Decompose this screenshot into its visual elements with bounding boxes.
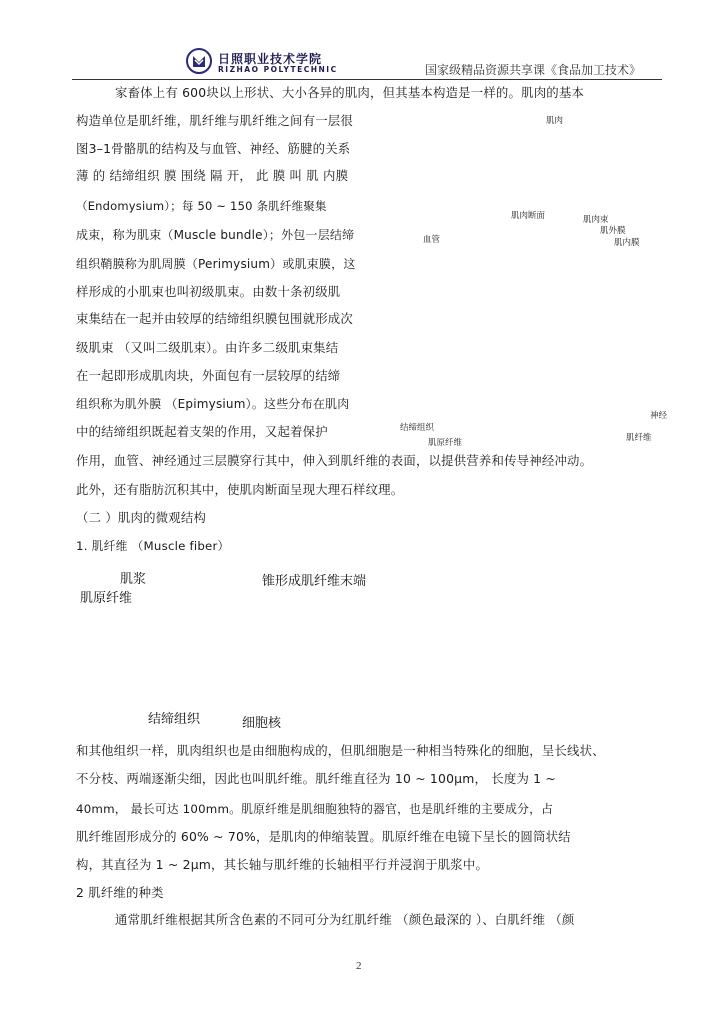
label-perimysium: 肌外膜 — [600, 226, 626, 236]
p1-line-12: 组织称为肌外膜 （Epimysium）。这些分布在肌肉 — [76, 397, 350, 411]
p2-line-4: 肌纤维固形成分的 60% ~ 70%，是肌肉的伸缩装置。肌原纤维在电镜下呈长的圆筒状结 — [76, 829, 571, 844]
p1-line-13: 中的结缔组织既起着支架的作用，又起着保护 — [76, 424, 328, 439]
p2-line-5: 构，其直径为 1 ~ 2μm，其长轴与肌纤维的长轴相平行并浸润于肌浆中。 — [76, 857, 489, 872]
p1-line-3: 图3–1骨骼肌的结构及与血管、神经、筋腱的关系 — [76, 141, 351, 156]
sub-heading-fiber-types: 2 肌纤维的种类 — [76, 885, 164, 900]
label-tapered-end: 锥形成肌纤维末端 — [262, 574, 367, 589]
p2-line-1: 和其他组织一样，肌肉组织也是由细胞构成的，但肌细胞是一种相当特殊化的细胞，呈长线状、 — [76, 743, 605, 758]
school-name-en: RIZHAO POLYTECHNIC — [218, 65, 338, 74]
p1-line-2: 构造单位是肌纤维，肌纤维与肌纤维之间有一层很 — [76, 113, 353, 128]
page-number: 2 — [356, 960, 362, 972]
p1-line-15: 此外，还有脂肪沉积其中，使肌肉断面呈现大理石样纹理。 — [76, 482, 404, 497]
school-emblem-icon — [186, 48, 214, 74]
label-endomysium: 肌内膜 — [614, 238, 640, 248]
label-fascicle: 肌肉束 — [583, 215, 609, 225]
label-connective: 结缔组织 — [148, 712, 201, 727]
p1-line-10: 级肌束 （又叫二级肌束）。由许多二级肌束集结 — [76, 340, 339, 355]
label-cross-section: 肌肉断面 — [511, 211, 546, 221]
p1-line-8: 样形成的小肌束也叫初级肌束。由数十条初级肌 — [76, 284, 341, 299]
label-myofibril: 肌原纤维 — [80, 591, 133, 606]
p1-line-4: 薄 的 结缔组织 膜 围绕 隔 开， 此 膜 叫 肌 内膜 — [76, 168, 349, 183]
label-nerve: 神经 — [650, 411, 668, 421]
header-rule — [72, 79, 662, 80]
sub-heading-fiber: 1. 肌纤维 （Muscle fiber） — [76, 539, 230, 553]
course-title: 国家级精品资源共享课《食品加工技术》 — [425, 63, 642, 77]
p2-line-2: 不分枝、两端逐渐尖细，因此也叫肌纤维。肌纤维直径为 10 ~ 100μm， 长度为 1 ~ — [76, 771, 556, 786]
label-vessel: 血管 — [423, 235, 441, 245]
p1-line-5: （Endomysium）；每 50 ~ 150 条肌纤维聚集 — [76, 199, 327, 213]
label-muscle: 肌肉 — [546, 116, 564, 126]
p2-line-3: 40mm， 最长可达 100mm。肌原纤维是肌细胞独特的器官，也是肌纤维的主要成分，占 — [76, 802, 554, 816]
p3-line-1: 通常肌纤维根据其所含色素的不同可分为红肌纤维 （颜色最深的 ）、白肌纤维 （颜 — [115, 912, 575, 927]
label-fiber: 肌纤维 — [626, 433, 652, 443]
label-fiber-small: 肌原纤维 — [428, 438, 463, 448]
p1-line-9: 束集结在一起并由较厚的结缔组织膜包围就形成次 — [76, 311, 353, 326]
label-tissue: 结缔组织 — [400, 423, 435, 433]
school-logo — [186, 48, 342, 78]
p1-line-7: 组织鞘膜称为肌周膜（Perimysium）或肌束膜，这 — [76, 257, 356, 271]
label-sarcoplasm: 肌浆 — [120, 572, 147, 587]
section-heading-micro: （二 ）肌肉的微观结构 — [76, 510, 207, 525]
label-nucleus: 细胞核 — [242, 716, 282, 731]
school-name-cn: 日照职业技术学院 — [218, 52, 323, 66]
p1-line-11: 在一起即形成肌肉块，外面包有一层较厚的结缔 — [76, 368, 341, 383]
p1-line-14: 作用，血管、神经通过三层膜穿行其中，伸入到肌纤维的表面，以提供营养和传导神经冲动。 — [76, 453, 593, 468]
p1-line-6: 成束，称为肌束（Muscle bundle）；外包一层结缔 — [76, 228, 355, 242]
p1-line-1: 家畜体上有 600块以上形状、大小各异的肌肉，但其基本构造是一样的。肌肉的基本 — [115, 85, 585, 100]
